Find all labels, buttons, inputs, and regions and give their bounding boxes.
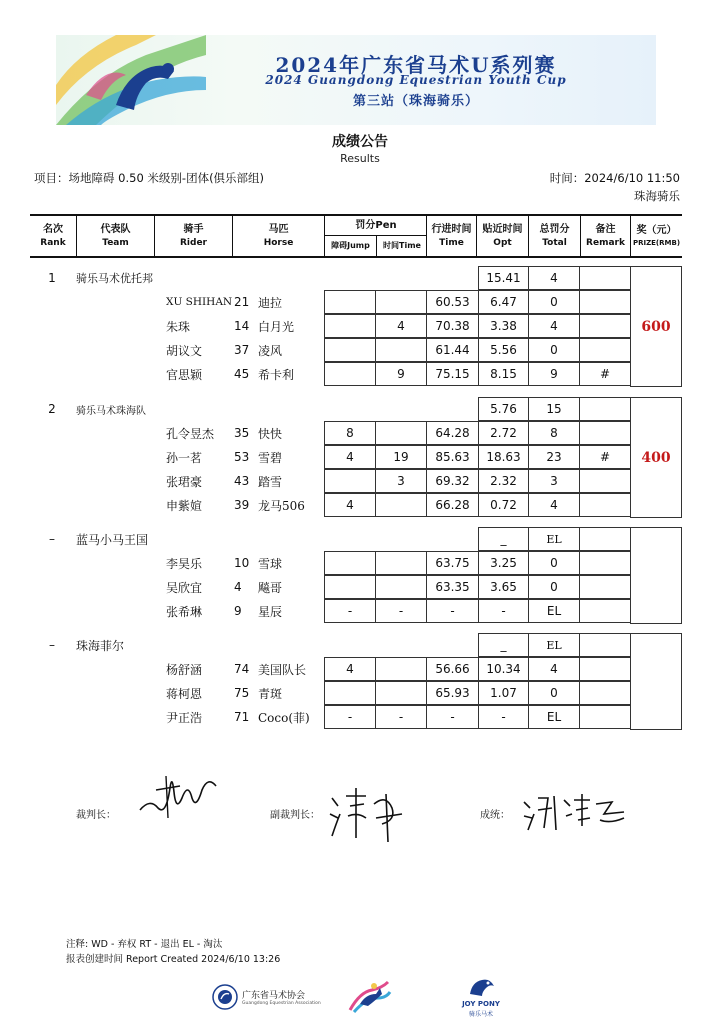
association-name-en: Guangdong Equestrian Association	[242, 1001, 321, 1006]
rider-number: 10	[234, 556, 250, 570]
horse-name: 白月光	[258, 319, 295, 334]
association-name: 广东省马术协会	[242, 991, 306, 1001]
horse-name: 星辰	[258, 604, 283, 619]
joypony-logo	[446, 976, 516, 1016]
remark	[579, 338, 631, 362]
team-total: 15	[528, 397, 580, 421]
jump-penalty	[324, 338, 376, 362]
horse-name: 希卡利	[258, 367, 295, 382]
rider-number: 39	[234, 498, 250, 512]
rider-name: 蒋柯恩	[166, 686, 203, 701]
ride-time: 85.63	[426, 445, 479, 469]
team-name: 骑乐马术珠海队	[76, 405, 146, 417]
rider-name: 胡议文	[166, 343, 203, 358]
remark	[579, 421, 631, 445]
col-prize: 奖（元） PRIZE(RMB)	[630, 216, 682, 256]
opt-time: 2.32	[478, 469, 529, 493]
total-penalty: 8	[528, 421, 580, 445]
remark	[579, 551, 631, 575]
horse-logo-icon	[56, 35, 206, 125]
rider-name: 朱珠	[166, 319, 191, 334]
col-team: 代表队 Team	[76, 216, 154, 256]
ride-time: -	[426, 705, 479, 729]
rider-number: 37	[234, 343, 250, 357]
event-venue: 珠海骑乐	[634, 189, 680, 203]
remark	[579, 469, 631, 493]
event-info: 项目：场地障碍 0.50 米级别-团体(俱乐部组)	[34, 171, 265, 185]
rider-number: 45	[234, 367, 250, 381]
jump-penalty	[324, 290, 376, 314]
deputy-judge-label: 副裁判长：	[270, 810, 320, 821]
report-created: 报表创建时间 Report Created 2024/6/10 13:26	[66, 954, 281, 965]
jump-penalty: -	[324, 599, 376, 623]
jump-penalty	[324, 362, 376, 386]
jump-penalty: 4	[324, 445, 376, 469]
page-subtitle: Results	[340, 152, 380, 165]
prize-amount: 600	[641, 318, 671, 335]
rider-name: 张希琳	[166, 604, 203, 619]
horse-name: 飚哥	[258, 580, 283, 595]
col-rank: 名次 Rank	[40, 223, 66, 248]
opt-time: 3.25	[478, 551, 529, 575]
team-rank: –	[49, 532, 55, 546]
remark: #	[579, 362, 631, 386]
rider-number: 53	[234, 450, 250, 464]
jump-penalty: 8	[324, 421, 376, 445]
rider-name: 孔令昱杰	[166, 426, 215, 441]
ride-time: 61.44	[426, 338, 479, 362]
total-penalty: 0	[528, 681, 580, 705]
rider-name: 申紫媗	[166, 498, 203, 513]
time-penalty: 9	[375, 362, 427, 386]
team-remark	[579, 633, 631, 657]
rider-number: 35	[234, 426, 250, 440]
event-time: 时间：2024/6/10 11:50	[549, 171, 680, 185]
team-rank: 1	[48, 271, 56, 285]
time-penalty: -	[375, 599, 427, 623]
team-rank: 2	[48, 402, 56, 416]
col-penalty: 罚分Pen 障碍Jump 时间Time	[324, 216, 426, 256]
jump-penalty: 4	[324, 657, 376, 681]
rider-name: 杨舒涵	[166, 662, 203, 677]
total-penalty: 3	[528, 469, 580, 493]
team-remark	[579, 527, 631, 551]
ride-time: 63.35	[426, 575, 479, 599]
ride-time: 75.15	[426, 362, 479, 386]
team-name: 蓝马小马王国	[76, 532, 149, 547]
results-table-header	[30, 214, 682, 258]
horse-name: 雪碧	[258, 450, 283, 465]
time-penalty	[375, 493, 427, 517]
ride-time: 63.75	[426, 551, 479, 575]
time-penalty: 4	[375, 314, 427, 338]
horse-name: 雪球	[258, 556, 283, 571]
opt-time: 2.72	[478, 421, 529, 445]
rider-name: 孙一茗	[166, 450, 203, 465]
time-penalty: -	[375, 705, 427, 729]
event-banner	[56, 35, 656, 125]
col-remark: 备注 Remark	[580, 216, 630, 256]
jump-penalty: 4	[324, 493, 376, 517]
rider-number: 74	[234, 662, 250, 676]
jump-penalty: -	[324, 705, 376, 729]
jump-penalty	[324, 551, 376, 575]
joypony-name-cn: 骑乐马术	[468, 1011, 493, 1018]
team-total: EL	[528, 527, 580, 551]
col-rider: 骑手 Rider	[154, 216, 232, 256]
opt-time: 18.63	[478, 445, 529, 469]
rider-number: 9	[234, 604, 242, 618]
opt-time: 3.38	[478, 314, 529, 338]
prize-box	[630, 633, 682, 730]
banner-stage: 第三站（珠海骑乐）	[352, 94, 479, 109]
rider-name: 尹正浩	[166, 710, 203, 725]
total-penalty: EL	[528, 705, 580, 729]
total-penalty: 0	[528, 551, 580, 575]
remark: #	[579, 445, 631, 469]
opt-time: 8.15	[478, 362, 529, 386]
total-penalty: EL	[528, 599, 580, 623]
prize-box	[630, 527, 682, 624]
time-penalty	[375, 575, 427, 599]
team-opt: _	[478, 527, 529, 551]
ride-time: 65.93	[426, 681, 479, 705]
horse-name: 快快	[258, 426, 283, 441]
team-name: 骑乐马术优托邦	[76, 272, 153, 285]
total-penalty: 4	[528, 493, 580, 517]
jump-penalty	[324, 575, 376, 599]
chief-judge-label: 裁判长：	[76, 810, 116, 821]
chief-judge-signature-icon	[136, 768, 220, 820]
joypony-name: JOY PONY	[462, 1000, 500, 1008]
remark	[579, 314, 631, 338]
col-time: 行进时间 Time	[426, 216, 476, 256]
remark	[579, 681, 631, 705]
opt-time: -	[478, 599, 529, 623]
total-penalty: 4	[528, 314, 580, 338]
jump-penalty	[324, 469, 376, 493]
rider-number: 71	[234, 710, 250, 724]
total-penalty: 0	[528, 575, 580, 599]
time-penalty	[375, 657, 427, 681]
time-penalty	[375, 290, 427, 314]
total-penalty: 0	[528, 290, 580, 314]
rider-name: 官思颖	[166, 367, 203, 382]
team-opt: 5.76	[478, 397, 529, 421]
horse-name: 凌风	[258, 343, 283, 358]
ride-time: 60.53	[426, 290, 479, 314]
time-penalty: 19	[375, 445, 427, 469]
page-title: 成绩公告	[332, 134, 388, 150]
ride-time: 66.28	[426, 493, 479, 517]
association-logo	[212, 982, 322, 1012]
team-opt: 15.41	[478, 266, 529, 290]
rider-name: XU SHIHAN	[166, 296, 233, 308]
rider-name: 吴欣宜	[166, 580, 203, 595]
ride-time: 70.38	[426, 314, 479, 338]
remark	[579, 493, 631, 517]
time-penalty	[375, 551, 427, 575]
opt-time: 0.72	[478, 493, 529, 517]
opt-time: 10.34	[478, 657, 529, 681]
banner-title: 2024年广东省马术U系列赛	[275, 53, 557, 77]
rider-number: 75	[234, 686, 250, 700]
opt-time: -	[478, 705, 529, 729]
team-remark	[579, 397, 631, 421]
prize-box	[630, 397, 682, 518]
horse-name: 青斑	[258, 686, 283, 701]
jump-penalty	[324, 681, 376, 705]
col-total: 总罚分 Total	[528, 216, 580, 256]
team-remark	[579, 266, 631, 290]
opt-time: 5.56	[478, 338, 529, 362]
rider-number: 21	[234, 295, 250, 309]
time-penalty	[375, 338, 427, 362]
col-opt: 贴近时间 Opt	[476, 216, 528, 256]
total-penalty: 9	[528, 362, 580, 386]
notes-legend: 注释: WD - 弃权 RT - 退出 EL - 淘汰	[66, 939, 223, 950]
opt-time: 1.07	[478, 681, 529, 705]
rider-number: 4	[234, 580, 242, 594]
scorer-signature-icon	[520, 790, 630, 834]
time-penalty: 3	[375, 469, 427, 493]
ride-time: 69.32	[426, 469, 479, 493]
time-penalty	[375, 681, 427, 705]
team-total: 4	[528, 266, 580, 290]
remark	[579, 290, 631, 314]
ride-time: 64.28	[426, 421, 479, 445]
prize-amount: 400	[641, 449, 671, 466]
team-total: EL	[528, 633, 580, 657]
banner-title-en: 2024 Guangdong Equestrian Youth Cup	[265, 73, 567, 87]
rider-name: 李昊乐	[166, 556, 203, 571]
association-emblem-icon	[212, 984, 238, 1010]
team-name: 珠海菲尔	[76, 638, 125, 653]
team-rank: –	[49, 638, 55, 652]
horse-rider-logo-icon	[346, 978, 392, 1014]
col-horse: 马匹 Horse	[232, 216, 324, 256]
horse-name: Coco(菲)	[258, 710, 310, 725]
team-opt: _	[478, 633, 529, 657]
remark	[579, 599, 631, 623]
jump-penalty	[324, 314, 376, 338]
rider-name: 张珺豪	[166, 474, 203, 489]
opt-time: 6.47	[478, 290, 529, 314]
scorer-label: 成统：	[480, 810, 510, 821]
rider-number: 14	[234, 319, 250, 333]
remark	[579, 705, 631, 729]
total-penalty: 23	[528, 445, 580, 469]
pony-icon	[464, 976, 498, 996]
ride-time: 56.66	[426, 657, 479, 681]
time-penalty	[375, 421, 427, 445]
deputy-judge-signature-icon	[326, 784, 406, 844]
horse-name: 龙马506	[258, 498, 305, 513]
remark	[579, 657, 631, 681]
opt-time: 3.65	[478, 575, 529, 599]
remark	[579, 575, 631, 599]
horse-name: 迪拉	[258, 295, 283, 310]
horse-name: 踏雪	[258, 474, 283, 489]
ride-time: -	[426, 599, 479, 623]
total-penalty: 0	[528, 338, 580, 362]
prize-box	[630, 266, 682, 387]
total-penalty: 4	[528, 657, 580, 681]
horse-name: 美国队长	[258, 662, 307, 677]
rider-number: 43	[234, 474, 250, 488]
